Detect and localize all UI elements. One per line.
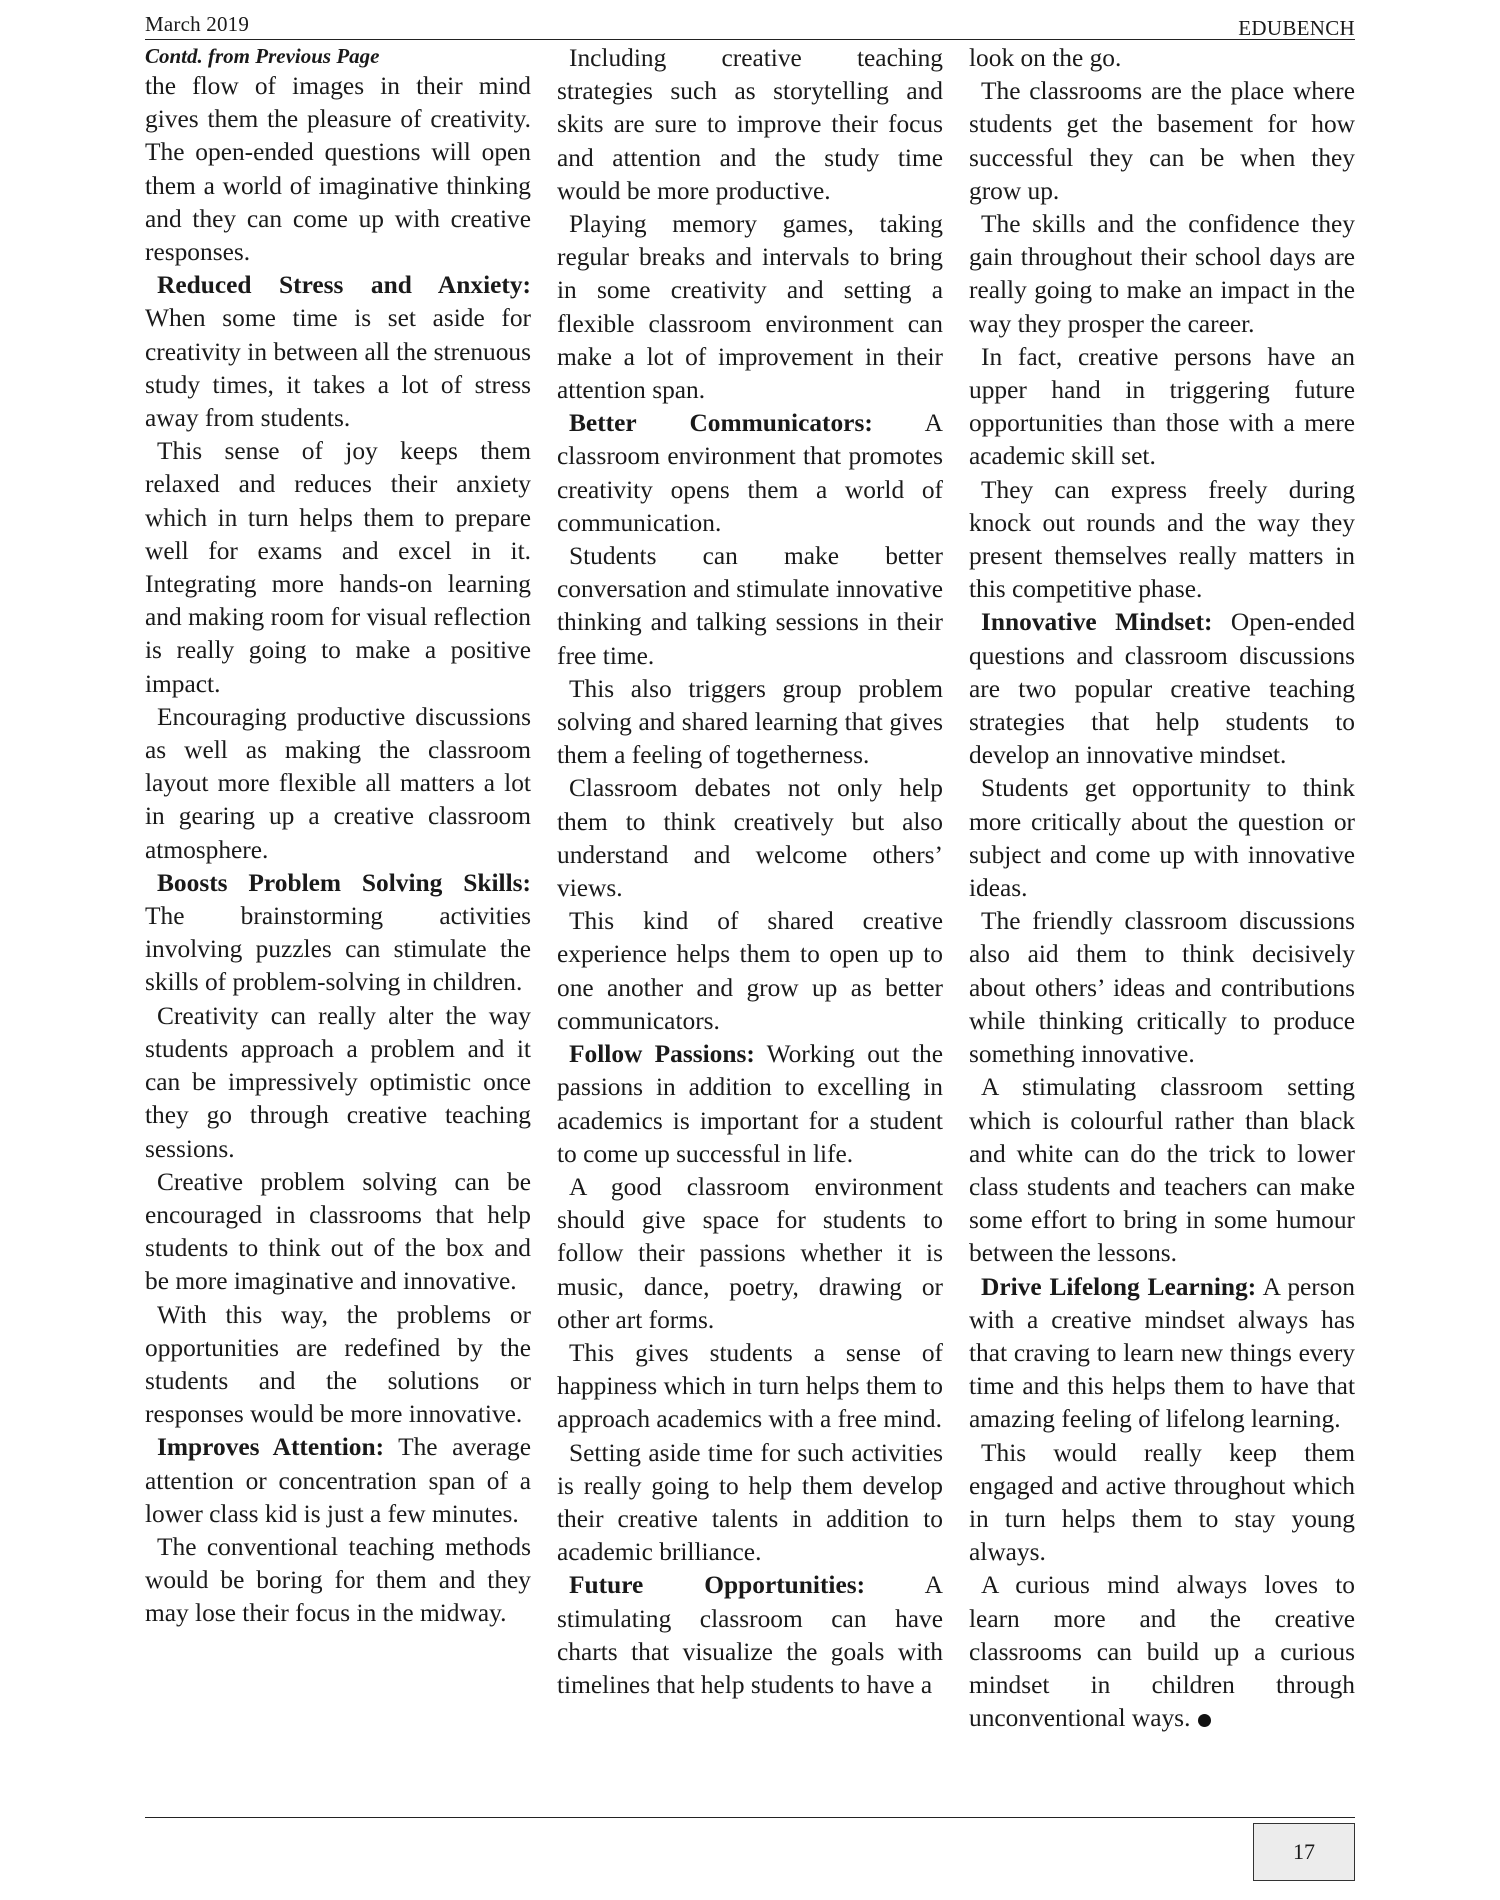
paragraph — [969, 208, 1355, 341]
continued-note: Contd. from Previous Page — [145, 44, 380, 68]
paragraph-text: This sense of joy keeps them relaxed and reduces their anxiety which in turn helps them to prepare well for exams and excel in it. Integrating more hands-on learning and making room for visual reflection is really going to make a positive impact. — [145, 437, 531, 698]
paragraph-text: A curious mind always loves to learn more and the creative classrooms can build up a curious mindset in children through unconventional ways. — [969, 1571, 1355, 1733]
section-heading: Better Communicators: — [569, 409, 873, 438]
publication-name: EDUBENCH — [1238, 16, 1355, 40]
paragraph-text: A stimulating classroom setting which is colourful rather than black and white can do the trick to lower class students and teachers can make some effort to bring in some humour between the lessons. — [969, 1073, 1355, 1268]
issue-date: March 2019 — [145, 12, 250, 36]
paragraph-text: Creative problem solving can be encouraged in classrooms that help students to think out of the box and be more imaginative and innovative. — [145, 1167, 531, 1296]
paragraph — [969, 905, 1355, 1071]
paragraph-text: Students get opportunity to think more critically about the question or subject and come up with innovative ideas. — [969, 774, 1355, 903]
page-number-box — [1253, 1823, 1355, 1881]
section-paragraph — [145, 269, 531, 435]
section-heading: Drive Lifelong Learning: — [981, 1272, 1257, 1301]
paragraph — [969, 772, 1355, 905]
paragraph-text: Classroom debates not only help them to think creatively but also understand and welcome others’ views. — [557, 774, 943, 903]
paragraph — [145, 1531, 531, 1631]
paragraph-text: This also triggers group problem solving and shared learning that gives them a feeling of togetherness. — [557, 674, 943, 770]
section-paragraph — [557, 407, 943, 540]
section-heading: Follow Passions: — [569, 1040, 755, 1069]
section-paragraph — [969, 1271, 1355, 1437]
paragraph — [969, 341, 1355, 474]
paragraph-text: Encouraging productive discussions as well as making the classroom layout more flexible all matters a lot in gearing up a creative classroom atmosphere. — [145, 702, 531, 864]
paragraph-text: When some time is set aside for creativity in between all the strenuous study times, it takes a lot of stress away from students. — [145, 304, 531, 433]
paragraph — [145, 435, 531, 701]
paragraph-text: the flow of images in their mind gives them the pleasure of creativity. The open-ended questions will open them a world of imaginative thinking and they can come up with creative responses. — [145, 72, 531, 267]
paragraph-text: The brainstorming activities involving puzzles can stimulate the skills of problem-solving in children. — [145, 902, 531, 997]
paragraph-text: A stimulating classroom can have charts that visualize the goals with timelines that help students to have a — [557, 1571, 943, 1699]
section-paragraph — [145, 867, 531, 1000]
paragraph — [145, 1000, 531, 1166]
paragraph — [557, 540, 943, 673]
paragraph — [145, 1166, 531, 1299]
paragraph-text: They can express freely during knock out rounds and the way they present themselves really matters in this competitive phase. — [969, 475, 1355, 604]
footer-rule — [145, 1817, 1355, 1818]
paragraph — [557, 772, 943, 905]
paragraph — [969, 474, 1355, 607]
paragraph — [557, 1337, 943, 1437]
page-number: 17 — [1293, 1839, 1315, 1864]
paragraph — [145, 70, 531, 269]
paragraph-text: The friendly classroom discussions also aid them to think decisively about others’ ideas and contributions while thinking critically to produce something innovative. — [969, 907, 1355, 1069]
paragraph-text: A classroom environment that promotes creativity opens them a world of communication. — [557, 409, 943, 537]
paragraph — [969, 1437, 1355, 1570]
paragraph-text: The conventional teaching methods would be boring for them and they may lose their focus in the midway. — [145, 1532, 531, 1628]
paragraph — [557, 208, 943, 407]
paragraph-text: Creativity can really alter the way students approach a problem and it can be impressively optimistic once they go through creative teaching sessions. — [145, 1001, 531, 1163]
paragraph-text: The average attention or concentration span of a lower class kid is just a few minutes. — [145, 1433, 531, 1528]
paragraph-text: In fact, creative persons have an upper hand in triggering future opportunities than those with a mere academic skill set. — [969, 342, 1355, 471]
paragraph — [557, 905, 943, 1038]
paragraph — [969, 1071, 1355, 1270]
article-column-2 — [557, 42, 943, 1702]
section-heading: Future Opportunities: — [569, 1571, 866, 1600]
paragraph — [145, 701, 531, 867]
paragraph-text: Including creative teaching strategies such as storytelling and skits are sure to improve their focus and attention and the study time would be more productive. — [557, 44, 943, 205]
article-column-1 — [145, 42, 531, 1631]
paragraph — [557, 1171, 943, 1337]
section-heading: Reduced Stress and Anxiety: — [157, 271, 531, 300]
paragraph — [557, 42, 943, 208]
paragraph — [969, 42, 1355, 75]
paragraph-text: This gives students a sense of happiness which in turn helps them to approach academics with a free mind. — [557, 1338, 943, 1434]
paragraph-text: With this way, the problems or opportunities are redefined by the students and the solutions or responses would be more innovative. — [145, 1300, 531, 1429]
paragraph-text: A person with a creative mindset always has that craving to learn new things every time and this helps them to have that amazing feeling of lifelong learning. — [969, 1272, 1356, 1434]
paragraph — [969, 1569, 1355, 1735]
paragraph-text: A good classroom environment should give space for students to follow their passions whether it is music, dance, poetry, drawing or other art forms. — [557, 1172, 943, 1334]
article-column-3 — [969, 42, 1355, 1735]
section-heading: Boosts Problem Solving Skills: — [157, 868, 531, 897]
paragraph — [557, 673, 943, 773]
paragraph-text: Open-ended questions and classroom discussions are two popular creative teaching strategies that help students to develop an innovative mindset. — [969, 608, 1355, 770]
section-paragraph — [145, 1431, 531, 1531]
paragraph — [969, 75, 1355, 208]
paragraph-text: This kind of shared creative experience helps them to open up to one another and grow up as better communicators. — [557, 907, 943, 1035]
section-paragraph — [557, 1569, 943, 1702]
section-paragraph — [969, 606, 1355, 772]
paragraph — [145, 1299, 531, 1432]
header-rule — [145, 39, 1355, 40]
paragraph-text: Working out the passions in addition to excelling in academics is important for a student to come up successful in life. — [557, 1040, 943, 1168]
section-heading: Innovative Mindset: — [981, 608, 1213, 637]
paragraph-text: Setting aside time for such activities is really going to help them develop their creative talents in addition to academic brilliance. — [557, 1438, 943, 1567]
section-heading: Improves Attention: — [157, 1433, 385, 1462]
paragraph-text: This would really keep them engaged and active throughout which in turn helps them to stay young always. — [969, 1438, 1355, 1567]
paragraph-text: The skills and the confidence they gain throughout their school days are really going to make an impact in the way they prosper the career. — [969, 210, 1355, 338]
paragraph-text: Students can make better conversation and stimulate innovative thinking and talking sessions in their free time. — [557, 542, 943, 670]
paragraph-text: look on the go. — [969, 44, 1122, 72]
end-of-article-bullet-icon — [1198, 1714, 1211, 1727]
paragraph — [557, 1437, 943, 1570]
section-paragraph — [557, 1038, 943, 1171]
paragraph-text: Playing memory games, taking regular breaks and intervals to bring in some creativity and setting a flexible classroom environment can make a lot of improvement in their attention span. — [557, 210, 943, 405]
paragraph-text: The classrooms are the place where students get the basement for how successful they can be when they grow up. — [969, 77, 1355, 205]
